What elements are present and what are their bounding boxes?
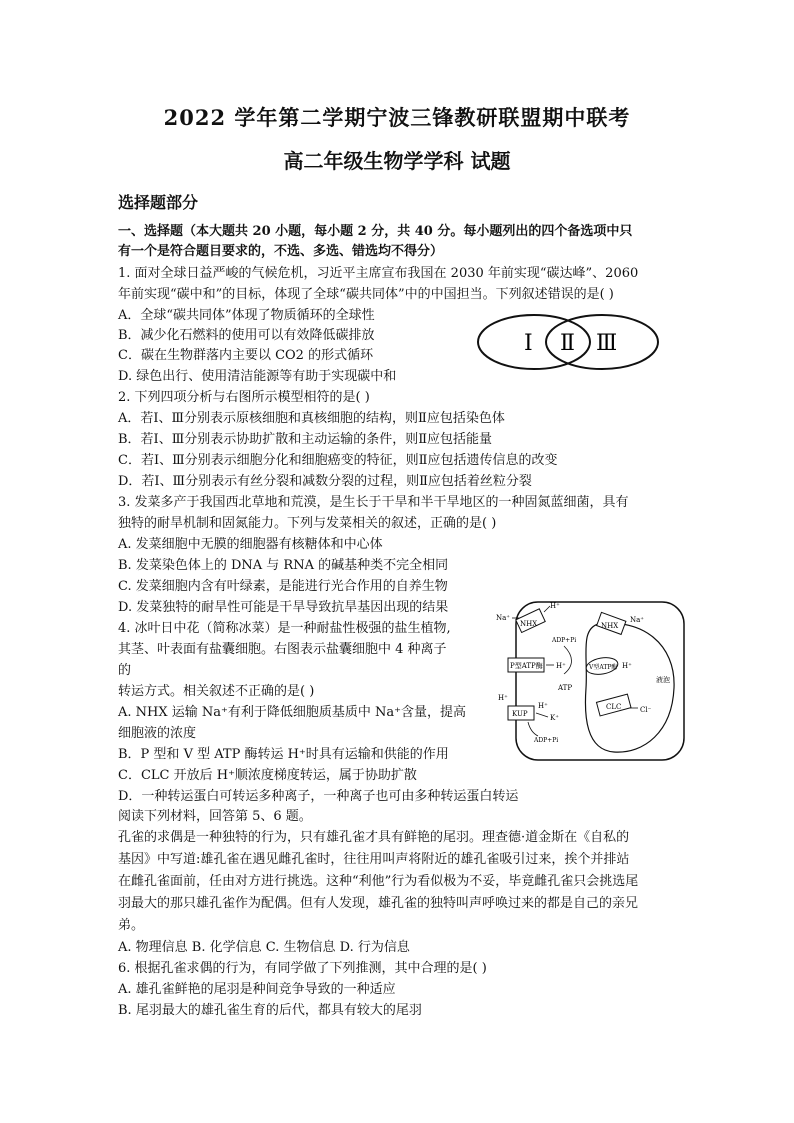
- q2-option-a: A．若Ⅰ、Ⅲ分别表示原核细胞和真核细胞的结构，则Ⅱ应包括染色体: [118, 411, 505, 426]
- q3-option-b: B. 发菜染色体上的 DNA 与 RNA 的碱基种类不完全相同: [118, 558, 449, 573]
- venn-label-3: Ⅲ: [596, 331, 618, 356]
- na-right-label: Na⁺: [630, 616, 644, 624]
- q2-option-b: B．若Ⅰ、Ⅲ分别表示协助扩散和主动运输的条件，则Ⅱ应包括能量: [118, 432, 493, 447]
- q6-option-a: A. 雄孔雀鲜艳的尾羽是种间竞争导致的一种适应: [118, 982, 396, 997]
- k-arrow: [536, 713, 548, 717]
- q3-option-d: D. 发菜独特的耐旱性可能是干旱导致抗旱基因出现的结果: [118, 600, 449, 615]
- q3-stem-cont: 独特的耐旱机制和固氮能力。下列与发菜相关的叙述，正确的是( ): [118, 516, 497, 531]
- reading-passage-2: 基因》中写道:雄孔雀在遇见雌孔雀时，往往用叫声将附近的雄孔雀吸引过来，挨个并排站: [118, 852, 630, 867]
- h-left-label: H⁺: [498, 694, 508, 702]
- h-mid-label: H⁺: [556, 662, 566, 670]
- k-label: K⁺: [550, 714, 559, 722]
- q3-option-a: A. 发菜细胞中无膜的细胞器有核糖体和中心体: [118, 537, 383, 552]
- q1-stem-cont: 年前实现“碳中和”的目标，体现了全球“碳共同体”中的中国担当。下列叙述错误的是( ): [118, 287, 614, 302]
- adp-bottom-arrow: [528, 722, 538, 736]
- q2-option-d: D．若Ⅰ、Ⅲ分别表示有丝分裂和减数分裂的过程，则Ⅱ应包括着丝粒分裂: [118, 474, 532, 489]
- q6-option-b: B. 尾羽最大的雄孔雀生育的后代，都具有较大的尾羽: [118, 1003, 422, 1018]
- salt-bladder-cell-diagram: [494, 596, 690, 766]
- q2-option-c: C．若Ⅰ、Ⅲ分别表示细胞分化和细胞癌变的特征，则Ⅱ应包括遗传信息的改变: [118, 453, 558, 468]
- q4-stem-cont2: 的: [118, 663, 132, 678]
- venn-label-2: Ⅱ: [560, 331, 575, 356]
- h-kup-label: H⁺: [538, 702, 548, 710]
- q3-stem: 3. 发菜多产于我国西北草地和荒漠，是生长于干旱和半干旱地区的一种固氮蓝细菌，具有: [118, 495, 629, 510]
- exam-title: 2022 学年第二学期宁波三锋教研联盟期中联考: [163, 105, 631, 130]
- q4-option-a-cont: 细胞液的浓度: [118, 726, 197, 741]
- q5-options: A. 物理信息 B. 化学信息 C. 生物信息 D. 行为信息: [118, 940, 410, 955]
- q4-stem: 4. 冰叶日中花（简称冰菜）是一种耐盐性极强的盐生植物,: [118, 621, 451, 636]
- q4-option-b: B．P 型和 V 型 ATP 酶转运 H⁺时具有运输和供能的作用: [118, 747, 449, 762]
- v-atpase-label: V型ATP酶: [589, 664, 618, 671]
- q4-stem-cont: 其茎、叶表面有盐囊细胞。右图表示盐囊细胞中 4 种离子: [118, 642, 447, 657]
- venn-diagram: [476, 312, 660, 372]
- vacuole-label: 液泡: [656, 676, 670, 684]
- exam-subtitle: 高二年级生物学学科 试题: [283, 149, 511, 173]
- clc-label: CLC: [606, 703, 622, 711]
- section-title: 选择题部分: [118, 193, 199, 212]
- kup-label: KUP: [512, 710, 528, 718]
- q4-option-c: C．CLC 开放后 H⁺顺浓度梯度转运，属于协助扩散: [118, 768, 417, 783]
- q4-option-d: D．一种转运蛋白可转运多种离子，一种离子也可由多种转运蛋白转运: [118, 789, 519, 804]
- q3-option-c: C. 发菜细胞内含有叶绿素，是能进行光合作用的自养生物: [118, 579, 448, 594]
- adp-top-label: ADP+Pi: [552, 637, 577, 644]
- q1-option-c: C．碳在生物群落内主要以 CO2 的形式循环: [118, 348, 374, 363]
- nhx-right-label: NHX: [601, 622, 619, 630]
- q1-option-b: B．减少化石燃料的使用可以有效降低碳排放: [118, 328, 375, 343]
- cl-label: Cl⁻: [640, 706, 652, 714]
- q6-stem: 6. 根据孔雀求偶的行为，有同学做了下列推测，其中合理的是( ): [118, 961, 487, 976]
- q4-stem-cont3: 转运方式。相关叙述不正确的是( ): [118, 684, 315, 699]
- q4-option-a: A. NHX 运输 Na⁺有利于降低细胞质基质中 Na⁺含量，提高: [118, 705, 466, 720]
- reading-passage-5: 弟。: [118, 918, 145, 933]
- na-outside-label: Na⁺: [496, 614, 510, 622]
- reading-intro: 阅读下列材料，回答第 5、6 题。: [118, 809, 312, 824]
- adp-bottom-label: ADP+Pi: [534, 737, 559, 744]
- vacuole-outline: [585, 623, 674, 752]
- p-atpase-label: P型ATP酶: [510, 662, 543, 670]
- section-instructions-cont: 有一个是符合题目要求的，不选、多选、错选均不得分）: [118, 244, 444, 259]
- h-top-label: H⁺: [550, 602, 560, 610]
- reading-passage-3: 在雌孔雀面前，任由对方进行挑选。这种“利他”行为看似极为不妥，毕竟雌孔雀只会挑选尾: [118, 874, 639, 889]
- nhx-left-label: NHX: [520, 620, 538, 628]
- q1-option-d: D. 绿色出行、使用清洁能源等有助于实现碳中和: [118, 369, 397, 384]
- venn-label-1: Ⅰ: [524, 331, 533, 356]
- atp-label: ATP: [558, 684, 573, 692]
- section-instructions: 一、选择题（本大题共 20 小题，每小题 2 分，共 40 分。每小题列出的四个备选项中只: [118, 224, 633, 239]
- reading-passage-1: 孔雀的求偶是一种独特的行为，只有雄孔雀才具有鲜艳的尾羽。理查德·道金斯在《自私的: [118, 830, 630, 845]
- h-v-label: H⁺: [622, 662, 632, 670]
- q2-stem: 2. 下列四项分析与右图所示模型相符的是( ): [118, 390, 370, 405]
- q1-stem: 1. 面对全球日益严峻的气候危机，习近平主席宣布我国在 2030 年前实现“碳达峰”、2060: [118, 266, 639, 281]
- reading-passage-4: 羽最大的那只雄孔雀作为配偶。但有人发现，雄孔雀的独特叫声呼唤过来的都是自己的亲兄: [118, 896, 639, 911]
- q1-option-a: A．全球“碳共同体”体现了物质循环的全球性: [118, 308, 375, 323]
